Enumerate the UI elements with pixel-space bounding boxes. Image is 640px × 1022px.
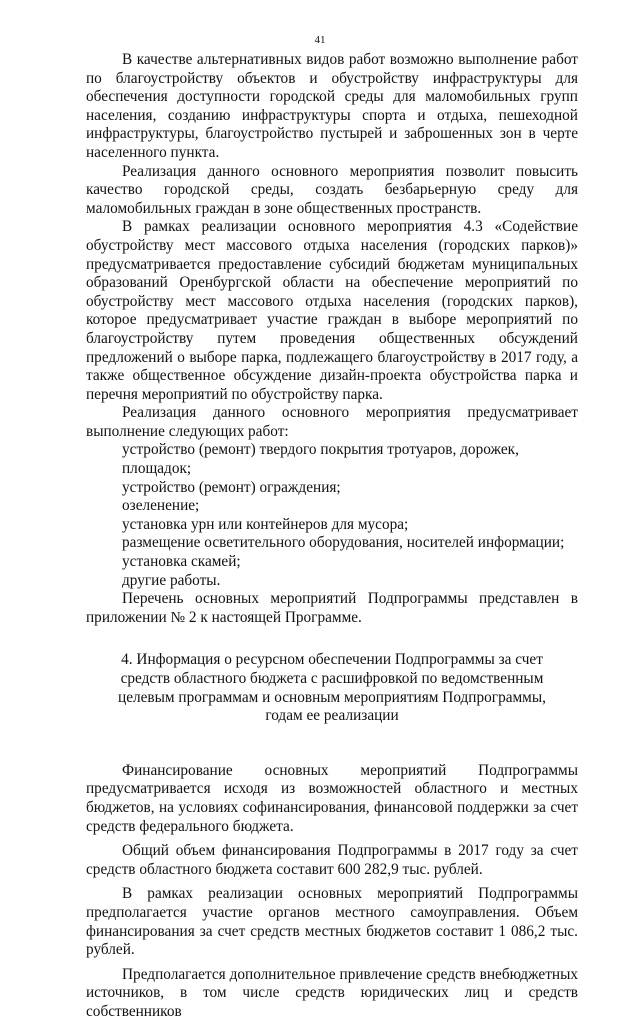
section-heading: [86, 651, 578, 725]
section-heading-line: годам ее реализации: [265, 707, 399, 725]
paragraph-financing: Финансирование основных мероприятий Подпрограммы предусматривается исходя из возможностей областного и местных бюджетов, на условиях софинансирования, финансовой поддержки за счет средств федерального бюджета.: [86, 761, 578, 835]
work-item: устройство (ремонт) ограждения;: [122, 478, 341, 496]
section-heading-line: целевым программам и основным мероприятиям Подпрограммы,: [118, 688, 546, 706]
paragraph-list-reference: Перечень основных мероприятий Подпрограммы представлен в приложении № 2 к настоящей Программе.: [86, 590, 578, 626]
work-item: озеленение;: [122, 497, 200, 515]
work-item: установка урн или контейнеров для мусора;: [122, 515, 409, 533]
section-heading-line: 4. Информация о ресурсном обеспечении Подпрограммы за счет: [121, 651, 543, 669]
paragraph-works-intro: Реализация данного основного мероприятия предусматривает выполнение следующих работ:: [86, 404, 578, 440]
work-item: установка скамей;: [122, 553, 241, 571]
work-item: устройство (ремонт) твердого покрытия тротуаров, дорожек, площадок;: [122, 441, 519, 478]
paragraph-local-budgets: В рамках реализации основных мероприятий Подпрограммы предполагается участие органов местного самоуправления. Объем финансирования за счет средств местных бюджетов составит 1 086,2 тыс. рублей.: [86, 885, 578, 959]
page-number: 41: [314, 34, 326, 46]
section-heading-line: средств областного бюджета с расшифровкой по ведомственным: [120, 670, 544, 687]
paragraph-alternative-works: В качестве альтернативных видов работ возможно выполнение работ по благоустройству объектов и обустройству инфраструктуры для обеспечения доступности городской среды для маломобильных групп населения, созданию инфраструктуры спорта и отдыха, пешеходной инфраструктуры, благоустройство пустырей и заброшенных зон в черте населенного пункта.: [86, 51, 578, 161]
paragraph-quality-improvement: Реализация данного основного мероприятия позволит повысить качество городской среды, создать безбарьерную среду для маломобильных граждан в зоне общественных пространств.: [86, 162, 578, 217]
paragraph-extrabudgetary: Предполагается дополнительное привлечение средств внебюджетных источников, в том числе средств юридических лиц и средств собственников: [86, 965, 578, 1020]
paragraph-total-volume: Общий объем финансирования Подпрограммы в 2017 году за счет средств областного бюджета составит 600 282,9 тыс. рублей.: [86, 842, 578, 878]
work-item: другие работы.: [122, 571, 221, 589]
paragraph-measure-4-3: В рамках реализации основного мероприятия 4.3 «Содействие обустройству мест массового отдыха населения (городских парков)» предусматривается предоставление субсидий бюджетам муниципальных образований Оренбургской области на обеспечение мероприятий по обустройству мест массового отдыха населения (городских парков), которое предусматривает участие граждан в выборе мероприятий по благоустройству путем проведения общественных обсуждений предложений о выборе парка, подлежащего благоустройству в 2017 году, а также общественное обсуждение дизайн-проекта обустройства парка и перечня мероприятий по обустройству парка.: [86, 218, 578, 403]
document-body: [86, 51, 578, 1022]
work-item: размещение осветительного оборудования, носителей информации;: [122, 534, 565, 552]
